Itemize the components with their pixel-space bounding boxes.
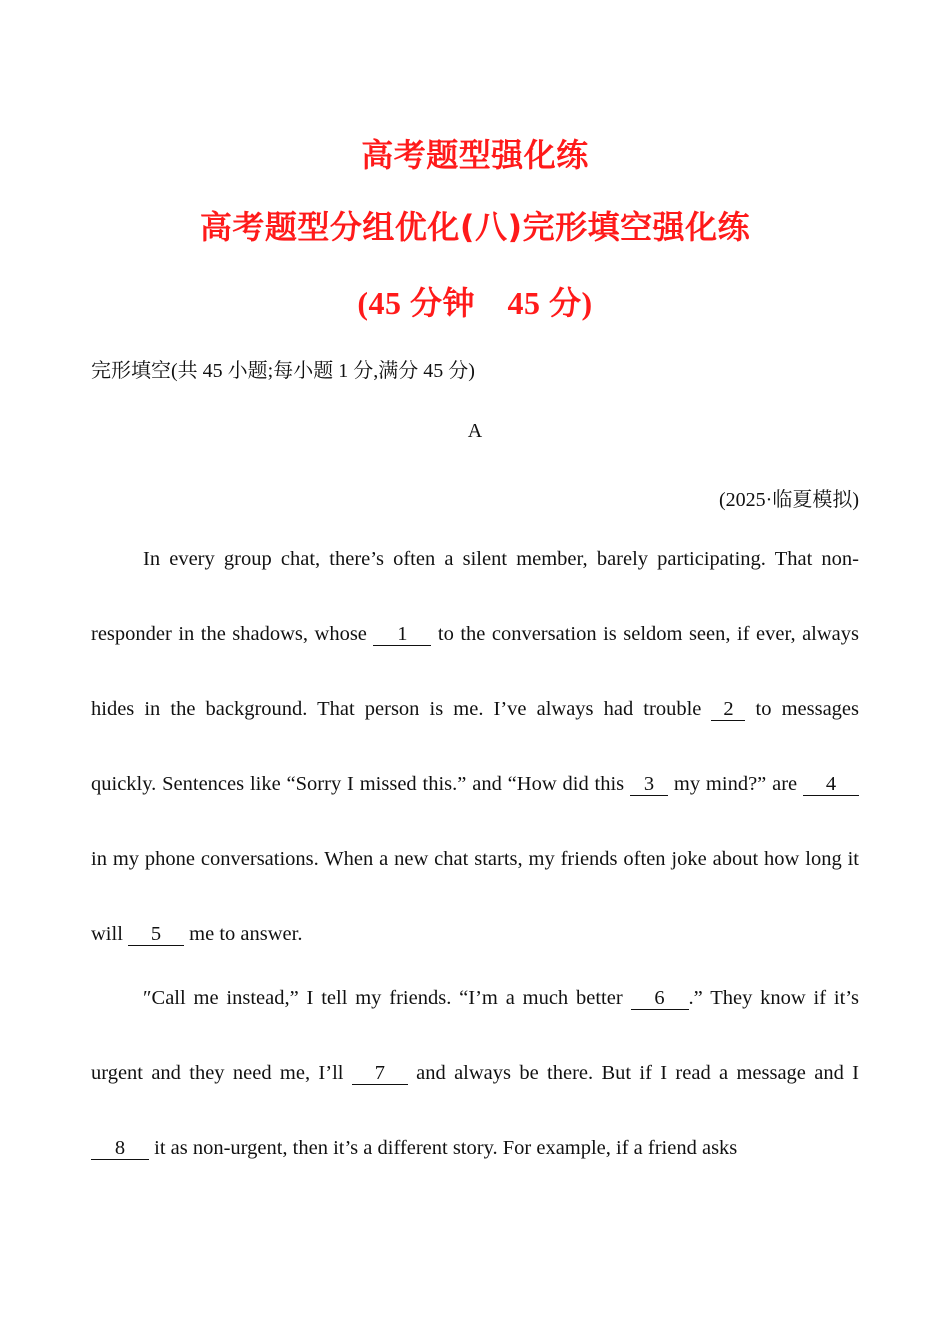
text-segment: my mind?” are <box>668 773 804 795</box>
text-segment: it as non-urgent, then it’s a different story. For example, if a friend asks <box>149 1137 738 1159</box>
section-label: A <box>467 420 483 442</box>
instructions: 完形填空(共 45 小题;每小题 1 分,满分 45 分) <box>91 360 475 382</box>
paragraph-1 <box>91 522 859 972</box>
source-note: (2025·临夏模拟) <box>719 489 859 511</box>
blank-1: 1 <box>373 623 431 646</box>
title-line-3: (45 分钟 45 分) <box>357 285 593 321</box>
blank-2: 2 <box>711 698 745 721</box>
text-segment: and always be there. But if I read a message and I <box>407 1062 859 1084</box>
text-segment: me to answer. <box>184 923 303 945</box>
blank-8: 8 <box>91 1137 149 1160</box>
blank-7: 7 <box>352 1062 408 1085</box>
text-segment: In every group chat, there’s often a silent member, barely participating. That non-responder in the shadows, whose <box>91 548 859 645</box>
text-segment: to the conversation is seldom seen, if ever, always hides in the background. That person is me. I’ve always had trouble <box>91 623 860 720</box>
text-segment: in my phone conversations. When a new chat starts, my friends often joke about how long it will <box>91 848 859 945</box>
title-line-2: 高考题型分组优化(八)完形填空强化练 <box>199 208 751 246</box>
paragraph-2 <box>91 961 859 1186</box>
blank-6: 6 <box>631 987 689 1010</box>
blank-5: 5 <box>128 923 184 946</box>
text-segment: .” They know if it’s urgent and they need me, I’ll <box>91 987 859 1084</box>
title-line-1: 高考题型强化练 <box>361 136 589 174</box>
blank-4: 4 <box>803 773 859 796</box>
text-segment: ″Call me instead,” I tell my friends. “I’m a much better <box>143 987 631 1009</box>
text-segment: to messages quickly. Sentences like “Sorry I missed this.” and “How did this <box>91 698 859 795</box>
blank-3: 3 <box>630 773 668 796</box>
